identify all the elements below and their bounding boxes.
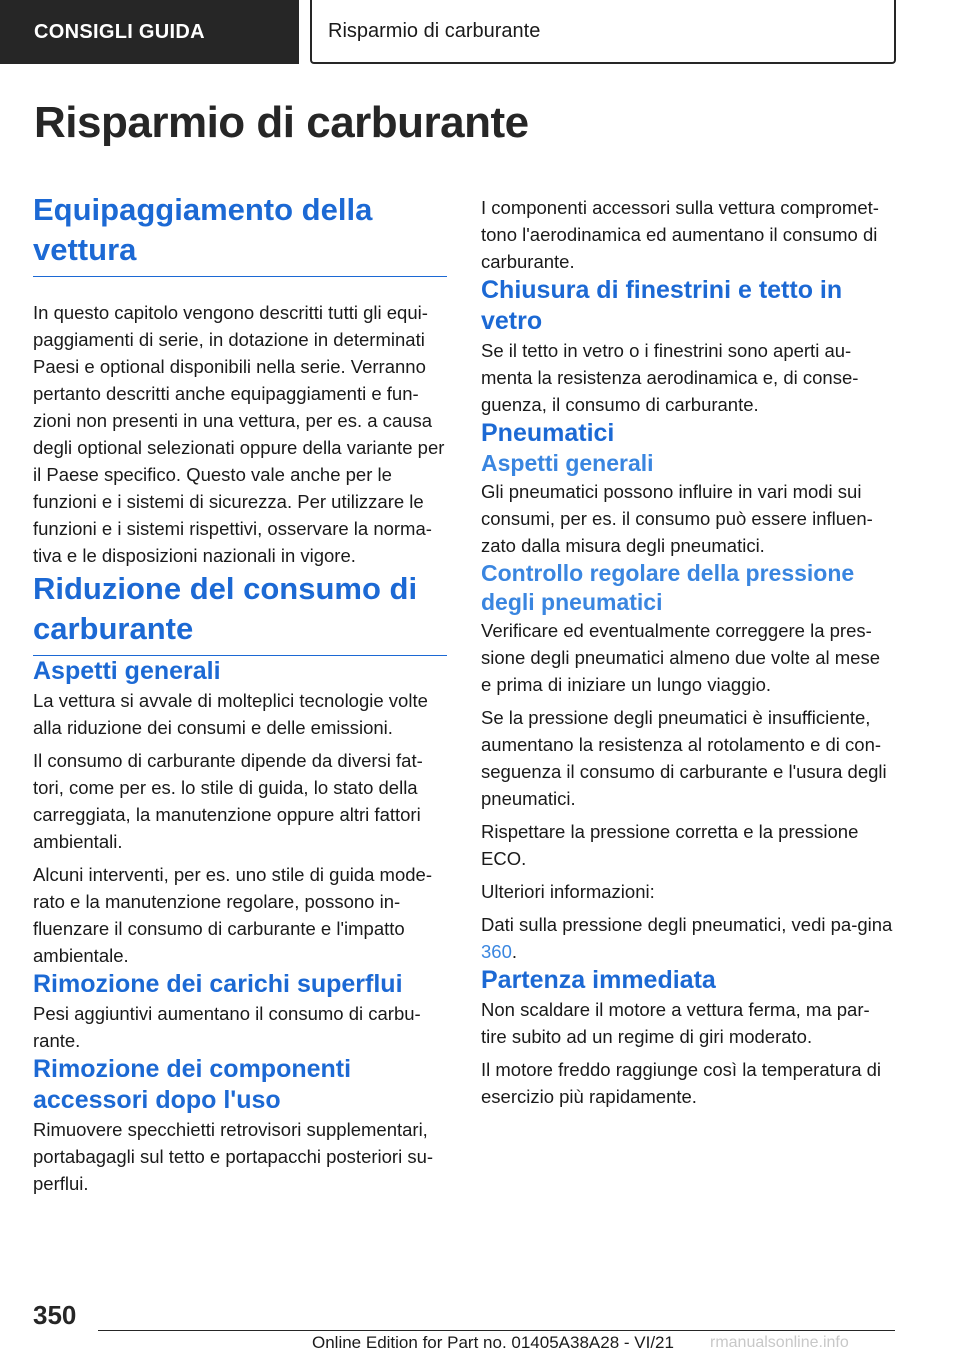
section-tab: CONSIGLI GUIDA <box>0 0 299 64</box>
page-title: Risparmio di carburante <box>34 98 529 147</box>
footer-edition: Online Edition for Part no. 01405A38A28 - VI/21 <box>312 1333 674 1352</box>
paragraph-aspetti-2: Il consumo di carburante dipende da diversi fat-tori, come per es. lo stile di guida, lo stato della carreggiata, la manutenzione oppure altri fattori ambientali. <box>33 750 423 852</box>
heading-rimozione-carichi: Rimozione dei carichi superflui <box>33 970 403 998</box>
heading-equipaggiamento: Equipaggiamento della vettura <box>33 190 447 277</box>
paragraph-partenza-1: Non scaldare il motore a vettura ferma, ma par-tire subito ad un regime di giri moderato. <box>481 999 870 1047</box>
paragraph-controllo-5-text: Dati sulla pressione degli pneumatici, vedi pa-gina <box>481 914 893 935</box>
heading-pneumatici: Pneumatici <box>481 419 615 447</box>
paragraph-carichi: Pesi aggiuntivi aumentano il consumo di carbu-rante. <box>33 1003 421 1051</box>
heading-pneumatici-aspetti: Aspetti generali <box>481 450 654 476</box>
paragraph-controllo-4: Ulteriori informazioni: <box>481 881 655 902</box>
heading-rimozione-componenti: Rimozione dei componenti accessori dopo l'uso <box>33 1055 352 1114</box>
paragraph-finestrini: Se il tetto in vetro o i finestrini sono aperti au-menta la resistenza aerodinamica e, di conse-guenza, il consumo di carburante. <box>481 340 859 415</box>
paragraph-pneumatici-aspetti: Gli pneumatici possono influire in vari modi sui consumi, per es. il consumo può essere influen-zato dalla misura degli pneumatici. <box>481 481 873 556</box>
paragraph-controllo-3: Rispettare la pressione corretta e la pressione ECO. <box>481 821 859 869</box>
heading-riduzione-consumo: Riduzione del consumo di carburante <box>33 569 447 656</box>
paragraph-controllo-1: Verificare ed eventualmente correggere la pres-sione degli pneumatici almeno due volte al mese e prima di iniziare un lungo viaggio. <box>481 620 881 695</box>
paragraph-partenza-2: Il motore freddo raggiunge così la temperatura di esercizio più rapidamente. <box>481 1059 882 1107</box>
watermark: rmanualsonline.info <box>710 1334 849 1351</box>
heading-partenza-immediata: Partenza immediata <box>481 966 716 994</box>
page-header <box>0 0 960 66</box>
paragraph-componenti: Rimuovere specchietti retrovisori supplementari, portabagagli sul tetto e portapacchi posteriori su-perflui. <box>33 1119 434 1194</box>
paragraph-controllo-5-end: . <box>511 941 518 962</box>
chapter-tab: Risparmio di carburante <box>310 0 896 64</box>
page-link-360[interactable]: 360 <box>481 941 512 962</box>
paragraph-controllo-2: Se la pressione degli pneumatici è insufficiente, aumentano la resistenza al rotolamento e di con-seguenza il consumo di carburante e l'usura degli pneumatici. <box>481 707 887 809</box>
page-number: 350 <box>33 1300 77 1330</box>
heading-aspetti-generali: Aspetti generali <box>33 657 221 685</box>
paragraph-equipaggiamento: In questo capitolo vengono descritti tutti gli equi-paggiamenti di serie, in dotazione in determinati Paesi e optional disponibili nella serie. Verranno pertanto descritti anche equipaggiamenti e fun-zioni non presenti in una vettura, per es. a causa degli optional selezionati oppure della variante per il Paese specifico. Questo vale anche per le funzioni e i sistemi di sicurezza. Per utilizzare le funzioni e i sistemi rispettivi, osservare la norma-tiva e le disposizioni nazionali in vigore. <box>33 302 445 566</box>
paragraph-controllo-5 <box>481 911 895 965</box>
paragraph-componenti-cont: I componenti accessori sulla vettura compromet-tono l'aerodinamica ed aumentano il consumo di carburante. <box>481 197 879 272</box>
paragraph-aspetti-3: Alcuni interventi, per es. uno stile di guida mode-rato e la manutenzione regolare, possono in-fluenzare il consumo di carburante e l'impatto ambientale. <box>33 864 432 966</box>
heading-chiusura-finestrini: Chiusura di finestrini e tetto in vetro <box>481 276 843 335</box>
left-column <box>33 190 447 1197</box>
paragraph-aspetti-1: La vettura si avvale di molteplici tecnologie volte alla riduzione dei consumi e delle emissioni. <box>33 690 428 738</box>
right-column <box>481 194 895 1110</box>
footer-divider <box>98 1330 895 1331</box>
heading-controllo-pressione: Controllo regolare della pressione degli pneumatici <box>481 560 855 615</box>
